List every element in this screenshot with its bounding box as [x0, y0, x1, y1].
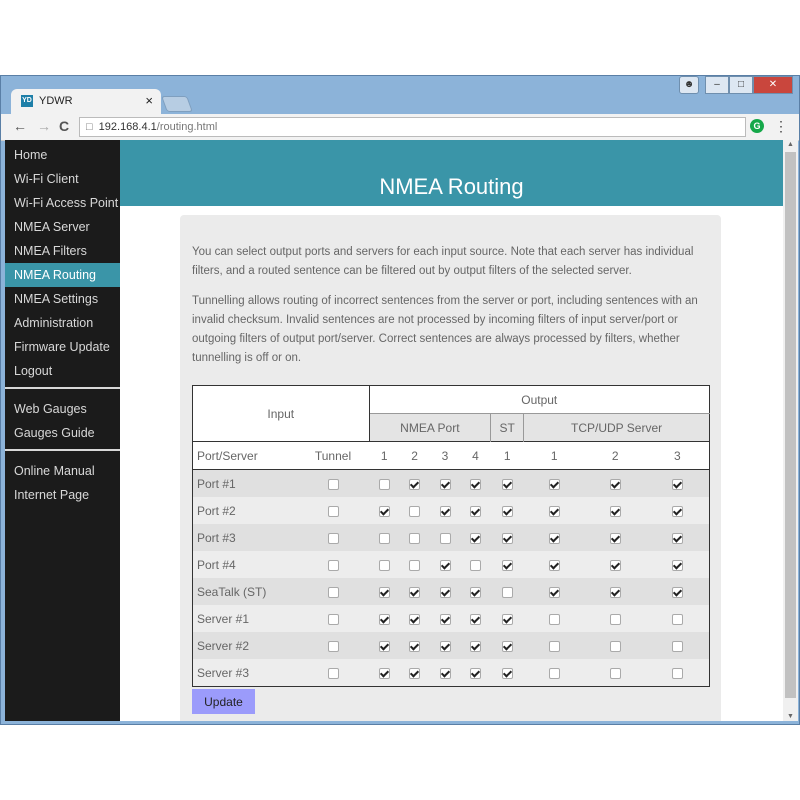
checkbox-cell — [399, 632, 429, 659]
route-checkbox[interactable] — [440, 506, 451, 517]
route-checkbox[interactable] — [672, 668, 683, 679]
scroll-up-icon[interactable]: ▲ — [787, 141, 794, 148]
col-st-1: 1 — [491, 442, 524, 470]
tunnel-checkbox[interactable] — [328, 614, 339, 625]
content-panel — [180, 215, 721, 721]
checkbox-cell — [460, 551, 491, 578]
row-source-label: SeaTalk (ST) — [193, 578, 298, 605]
route-checkbox[interactable] — [379, 560, 390, 571]
route-checkbox[interactable] — [610, 641, 621, 652]
checkbox-cell — [430, 659, 460, 687]
route-checkbox[interactable] — [379, 506, 390, 517]
checkbox-cell — [369, 524, 399, 551]
route-checkbox[interactable] — [672, 533, 683, 544]
route-checkbox[interactable] — [672, 587, 683, 598]
sidebar-item-logout[interactable]: Logout — [14, 364, 53, 378]
sidebar-item-wifi-access-point[interactable]: Wi-Fi Access Point — [14, 196, 119, 210]
col-nmea-1: 1 — [369, 442, 399, 470]
scrollbar-thumb[interactable] — [785, 152, 796, 698]
checkbox-cell — [430, 578, 460, 605]
col-port-server: Port/Server — [193, 442, 298, 470]
checkbox-cell — [399, 497, 429, 524]
route-checkbox[interactable] — [409, 479, 420, 490]
route-checkbox[interactable] — [672, 641, 683, 652]
table-row — [193, 659, 710, 687]
checkbox-cell — [460, 524, 491, 551]
checkbox-cell — [491, 632, 524, 659]
route-checkbox[interactable] — [672, 560, 683, 571]
tunnel-checkbox[interactable] — [328, 479, 339, 490]
route-checkbox[interactable] — [502, 560, 513, 571]
checkbox-cell — [585, 659, 646, 687]
page-info-icon[interactable]: □ — [86, 121, 93, 133]
st-header: ST — [491, 414, 524, 442]
update-button[interactable]: Update — [192, 689, 255, 714]
scrollbar[interactable] — [783, 140, 798, 721]
checkbox-cell — [646, 524, 710, 551]
tunnel-checkbox[interactable] — [328, 506, 339, 517]
checkbox-cell — [491, 659, 524, 687]
route-checkbox[interactable] — [409, 668, 420, 679]
row-source-label: Server #2 — [193, 632, 298, 659]
routing-table — [192, 385, 710, 687]
checkbox-cell — [369, 578, 399, 605]
checkbox-cell — [460, 605, 491, 632]
row-source-label: Port #3 — [193, 524, 298, 551]
checkbox-cell — [297, 578, 369, 605]
route-checkbox[interactable] — [549, 506, 560, 517]
table-row — [193, 551, 710, 578]
sidebar-item-internet-page[interactable]: Internet Page — [14, 488, 90, 502]
route-checkbox[interactable] — [610, 560, 621, 571]
table-row — [193, 497, 710, 524]
new-tab-button[interactable] — [161, 96, 193, 112]
route-checkbox[interactable] — [549, 560, 560, 571]
checkbox-cell — [369, 632, 399, 659]
checkbox-cell — [297, 524, 369, 551]
checkbox-cell — [524, 605, 585, 632]
col-tcp-2: 2 — [585, 442, 646, 470]
checkbox-cell — [460, 632, 491, 659]
browser-toolbar — [1, 114, 799, 141]
route-checkbox[interactable] — [379, 479, 390, 490]
table-row — [193, 605, 710, 632]
checkbox-cell — [646, 578, 710, 605]
route-checkbox[interactable] — [409, 614, 420, 625]
checkbox-cell — [369, 470, 399, 498]
col-tcp-3: 3 — [646, 442, 710, 470]
route-checkbox[interactable] — [470, 533, 481, 544]
browser-window — [0, 75, 800, 725]
route-checkbox[interactable] — [440, 587, 451, 598]
col-nmea-2: 2 — [399, 442, 429, 470]
checkbox-cell — [297, 659, 369, 687]
route-checkbox[interactable] — [549, 668, 560, 679]
checkbox-cell — [297, 551, 369, 578]
route-checkbox[interactable] — [379, 641, 390, 652]
window-controls — [679, 76, 793, 94]
page-viewport — [5, 140, 783, 721]
favicon-icon: YD — [21, 95, 33, 107]
tab-close-icon[interactable]: × — [145, 93, 153, 108]
checkbox-cell — [399, 578, 429, 605]
routing-rows — [193, 470, 710, 687]
route-checkbox[interactable] — [549, 641, 560, 652]
checkbox-cell — [646, 605, 710, 632]
checkbox-cell — [646, 497, 710, 524]
table-row — [193, 578, 710, 605]
checkbox-cell — [524, 524, 585, 551]
route-checkbox[interactable] — [549, 614, 560, 625]
route-checkbox[interactable] — [379, 614, 390, 625]
route-checkbox[interactable] — [440, 560, 451, 571]
route-checkbox[interactable] — [409, 560, 420, 571]
checkbox-cell — [297, 632, 369, 659]
title-bar — [1, 76, 799, 114]
checkbox-cell — [491, 497, 524, 524]
url-host: 192.168.4.1 — [98, 121, 157, 133]
route-checkbox[interactable] — [440, 668, 451, 679]
checkbox-cell — [399, 551, 429, 578]
route-checkbox[interactable] — [470, 587, 481, 598]
extension-icon[interactable]: G — [750, 119, 764, 133]
sidebar-item-nmea-filters[interactable]: NMEA Filters — [14, 244, 87, 258]
checkbox-cell — [585, 470, 646, 498]
checkbox-cell — [460, 497, 491, 524]
maximize-button[interactable]: □ — [729, 76, 753, 94]
checkbox-cell — [491, 551, 524, 578]
sidebar-divider — [5, 449, 120, 451]
row-source-label: Port #4 — [193, 551, 298, 578]
checkbox-cell — [460, 578, 491, 605]
checkbox-cell — [491, 605, 524, 632]
route-checkbox[interactable] — [470, 614, 481, 625]
route-checkbox[interactable] — [610, 587, 621, 598]
tcp-udp-server-header: TCP/UDP Server — [524, 414, 710, 442]
col-tcp-1: 1 — [524, 442, 585, 470]
route-checkbox[interactable] — [549, 479, 560, 490]
route-checkbox[interactable] — [440, 479, 451, 490]
route-checkbox[interactable] — [502, 506, 513, 517]
sidebar-item-online-manual[interactable]: Online Manual — [14, 464, 95, 478]
checkbox-cell — [369, 497, 399, 524]
output-header: Output — [369, 386, 710, 414]
route-checkbox[interactable] — [502, 479, 513, 490]
table-row — [193, 524, 710, 551]
page-header — [120, 140, 783, 206]
checkbox-cell — [430, 470, 460, 498]
sidebar-item-wifi-client[interactable]: Wi-Fi Client — [14, 172, 79, 186]
sidebar-item-administration[interactable]: Administration — [14, 316, 94, 330]
route-checkbox[interactable] — [610, 533, 621, 544]
forward-icon[interactable]: → — [37, 118, 51, 134]
route-checkbox[interactable] — [549, 533, 560, 544]
route-checkbox[interactable] — [409, 587, 420, 598]
row-source-label: Port #2 — [193, 497, 298, 524]
minimize-button[interactable]: – — [705, 76, 729, 94]
route-checkbox[interactable] — [672, 614, 683, 625]
page-title: NMEA Routing — [379, 174, 524, 199]
route-checkbox[interactable] — [549, 587, 560, 598]
checkbox-cell — [399, 524, 429, 551]
checkbox-cell — [646, 659, 710, 687]
input-header: Input — [193, 386, 370, 442]
route-checkbox[interactable] — [610, 668, 621, 679]
route-checkbox[interactable] — [409, 641, 420, 652]
route-checkbox[interactable] — [470, 479, 481, 490]
checkbox-cell — [524, 632, 585, 659]
sidebar-divider — [5, 387, 120, 389]
tunnel-checkbox[interactable] — [328, 587, 339, 598]
checkbox-cell — [524, 470, 585, 498]
checkbox-cell — [585, 524, 646, 551]
checkbox-cell — [460, 659, 491, 687]
checkbox-cell — [585, 605, 646, 632]
route-checkbox[interactable] — [440, 614, 451, 625]
browser-tab[interactable] — [11, 89, 161, 114]
checkbox-cell — [399, 659, 429, 687]
checkbox-cell — [491, 524, 524, 551]
route-checkbox[interactable] — [502, 668, 513, 679]
checkbox-cell — [297, 470, 369, 498]
checkbox-cell — [524, 551, 585, 578]
col-tunnel: Tunnel — [297, 442, 369, 470]
checkbox-cell — [430, 605, 460, 632]
route-checkbox[interactable] — [610, 479, 621, 490]
checkbox-cell — [369, 659, 399, 687]
sidebar-item-gauges-guide[interactable]: Gauges Guide — [14, 426, 95, 440]
tunnelling-paragraph: Tunnelling allows routing of incorrect sentences from the server or port, including sentences with an invalid checksum. Invalid sentences are not processed by incoming filters of input server/port or outgoing filters of output port/server. Correct sentences are always processed by filters, whether tunnelling is off or on. — [192, 295, 698, 364]
route-checkbox[interactable] — [470, 560, 481, 571]
checkbox-cell — [524, 497, 585, 524]
intro-paragraph: You can select output ports and servers for each input source. Note that each server has individual filters, and a routed sentence can be filtered out by output filters of the selected server. — [192, 246, 694, 277]
checkbox-cell — [399, 470, 429, 498]
sidebar — [5, 140, 120, 721]
checkbox-cell — [585, 551, 646, 578]
tunnel-checkbox[interactable] — [328, 560, 339, 571]
url-path: /routing.html — [156, 121, 218, 133]
checkbox-cell — [646, 551, 710, 578]
row-source-label: Port #1 — [193, 470, 298, 498]
route-checkbox[interactable] — [502, 587, 513, 598]
checkbox-cell — [430, 497, 460, 524]
address-bar[interactable] — [79, 117, 746, 137]
checkbox-cell — [430, 551, 460, 578]
route-checkbox[interactable] — [610, 614, 621, 625]
sidebar-item-web-gauges[interactable]: Web Gauges — [14, 402, 87, 416]
table-row — [193, 632, 710, 659]
route-checkbox[interactable] — [470, 641, 481, 652]
col-nmea-4: 4 — [460, 442, 491, 470]
sidebar-item-home[interactable]: Home — [14, 148, 48, 162]
browser-menu-icon[interactable]: ⋮ — [774, 118, 788, 134]
sidebar-item-nmea-settings[interactable]: NMEA Settings — [14, 292, 99, 306]
tunnel-checkbox[interactable] — [328, 668, 339, 679]
route-checkbox[interactable] — [409, 506, 420, 517]
checkbox-cell — [369, 605, 399, 632]
route-checkbox[interactable] — [409, 533, 420, 544]
checkbox-cell — [460, 470, 491, 498]
checkbox-cell — [297, 497, 369, 524]
col-nmea-3: 3 — [430, 442, 460, 470]
checkbox-cell — [524, 578, 585, 605]
sidebar-item-firmware-update[interactable]: Firmware Update — [14, 340, 110, 354]
route-checkbox[interactable] — [440, 641, 451, 652]
row-source-label: Server #3 — [193, 659, 298, 687]
route-checkbox[interactable] — [470, 506, 481, 517]
route-checkbox[interactable] — [610, 506, 621, 517]
scroll-down-icon[interactable]: ▼ — [787, 713, 794, 720]
checkbox-cell — [399, 605, 429, 632]
checkbox-cell — [491, 470, 524, 498]
tunnel-checkbox[interactable] — [328, 533, 339, 544]
checkbox-cell — [524, 659, 585, 687]
close-window-button[interactable]: ✕ — [753, 76, 793, 94]
route-checkbox[interactable] — [379, 587, 390, 598]
checkbox-cell — [491, 578, 524, 605]
sidebar-item-nmea-routing[interactable]: NMEA Routing — [5, 263, 120, 287]
checkbox-cell — [646, 470, 710, 498]
checkbox-cell — [585, 632, 646, 659]
checkbox-cell — [430, 524, 460, 551]
row-source-label: Server #1 — [193, 605, 298, 632]
table-row — [193, 470, 710, 498]
back-icon[interactable]: ← — [13, 118, 27, 134]
route-checkbox[interactable] — [672, 479, 683, 490]
nmea-port-header: NMEA Port — [369, 414, 491, 442]
tab-title: YDWR — [39, 95, 73, 107]
checkbox-cell — [585, 497, 646, 524]
route-checkbox[interactable] — [379, 668, 390, 679]
user-icon[interactable]: ☻ — [679, 76, 699, 94]
checkbox-cell — [646, 632, 710, 659]
route-checkbox[interactable] — [672, 506, 683, 517]
route-checkbox[interactable] — [470, 668, 481, 679]
route-checkbox[interactable] — [502, 533, 513, 544]
checkbox-cell — [369, 551, 399, 578]
checkbox-cell — [585, 578, 646, 605]
route-checkbox[interactable] — [502, 614, 513, 625]
reload-icon[interactable]: C — [59, 118, 70, 134]
route-checkbox[interactable] — [440, 533, 451, 544]
route-checkbox[interactable] — [502, 641, 513, 652]
tunnel-checkbox[interactable] — [328, 641, 339, 652]
checkbox-cell — [297, 605, 369, 632]
sidebar-item-nmea-server[interactable]: NMEA Server — [14, 220, 90, 234]
checkbox-cell — [430, 632, 460, 659]
route-checkbox[interactable] — [379, 533, 390, 544]
